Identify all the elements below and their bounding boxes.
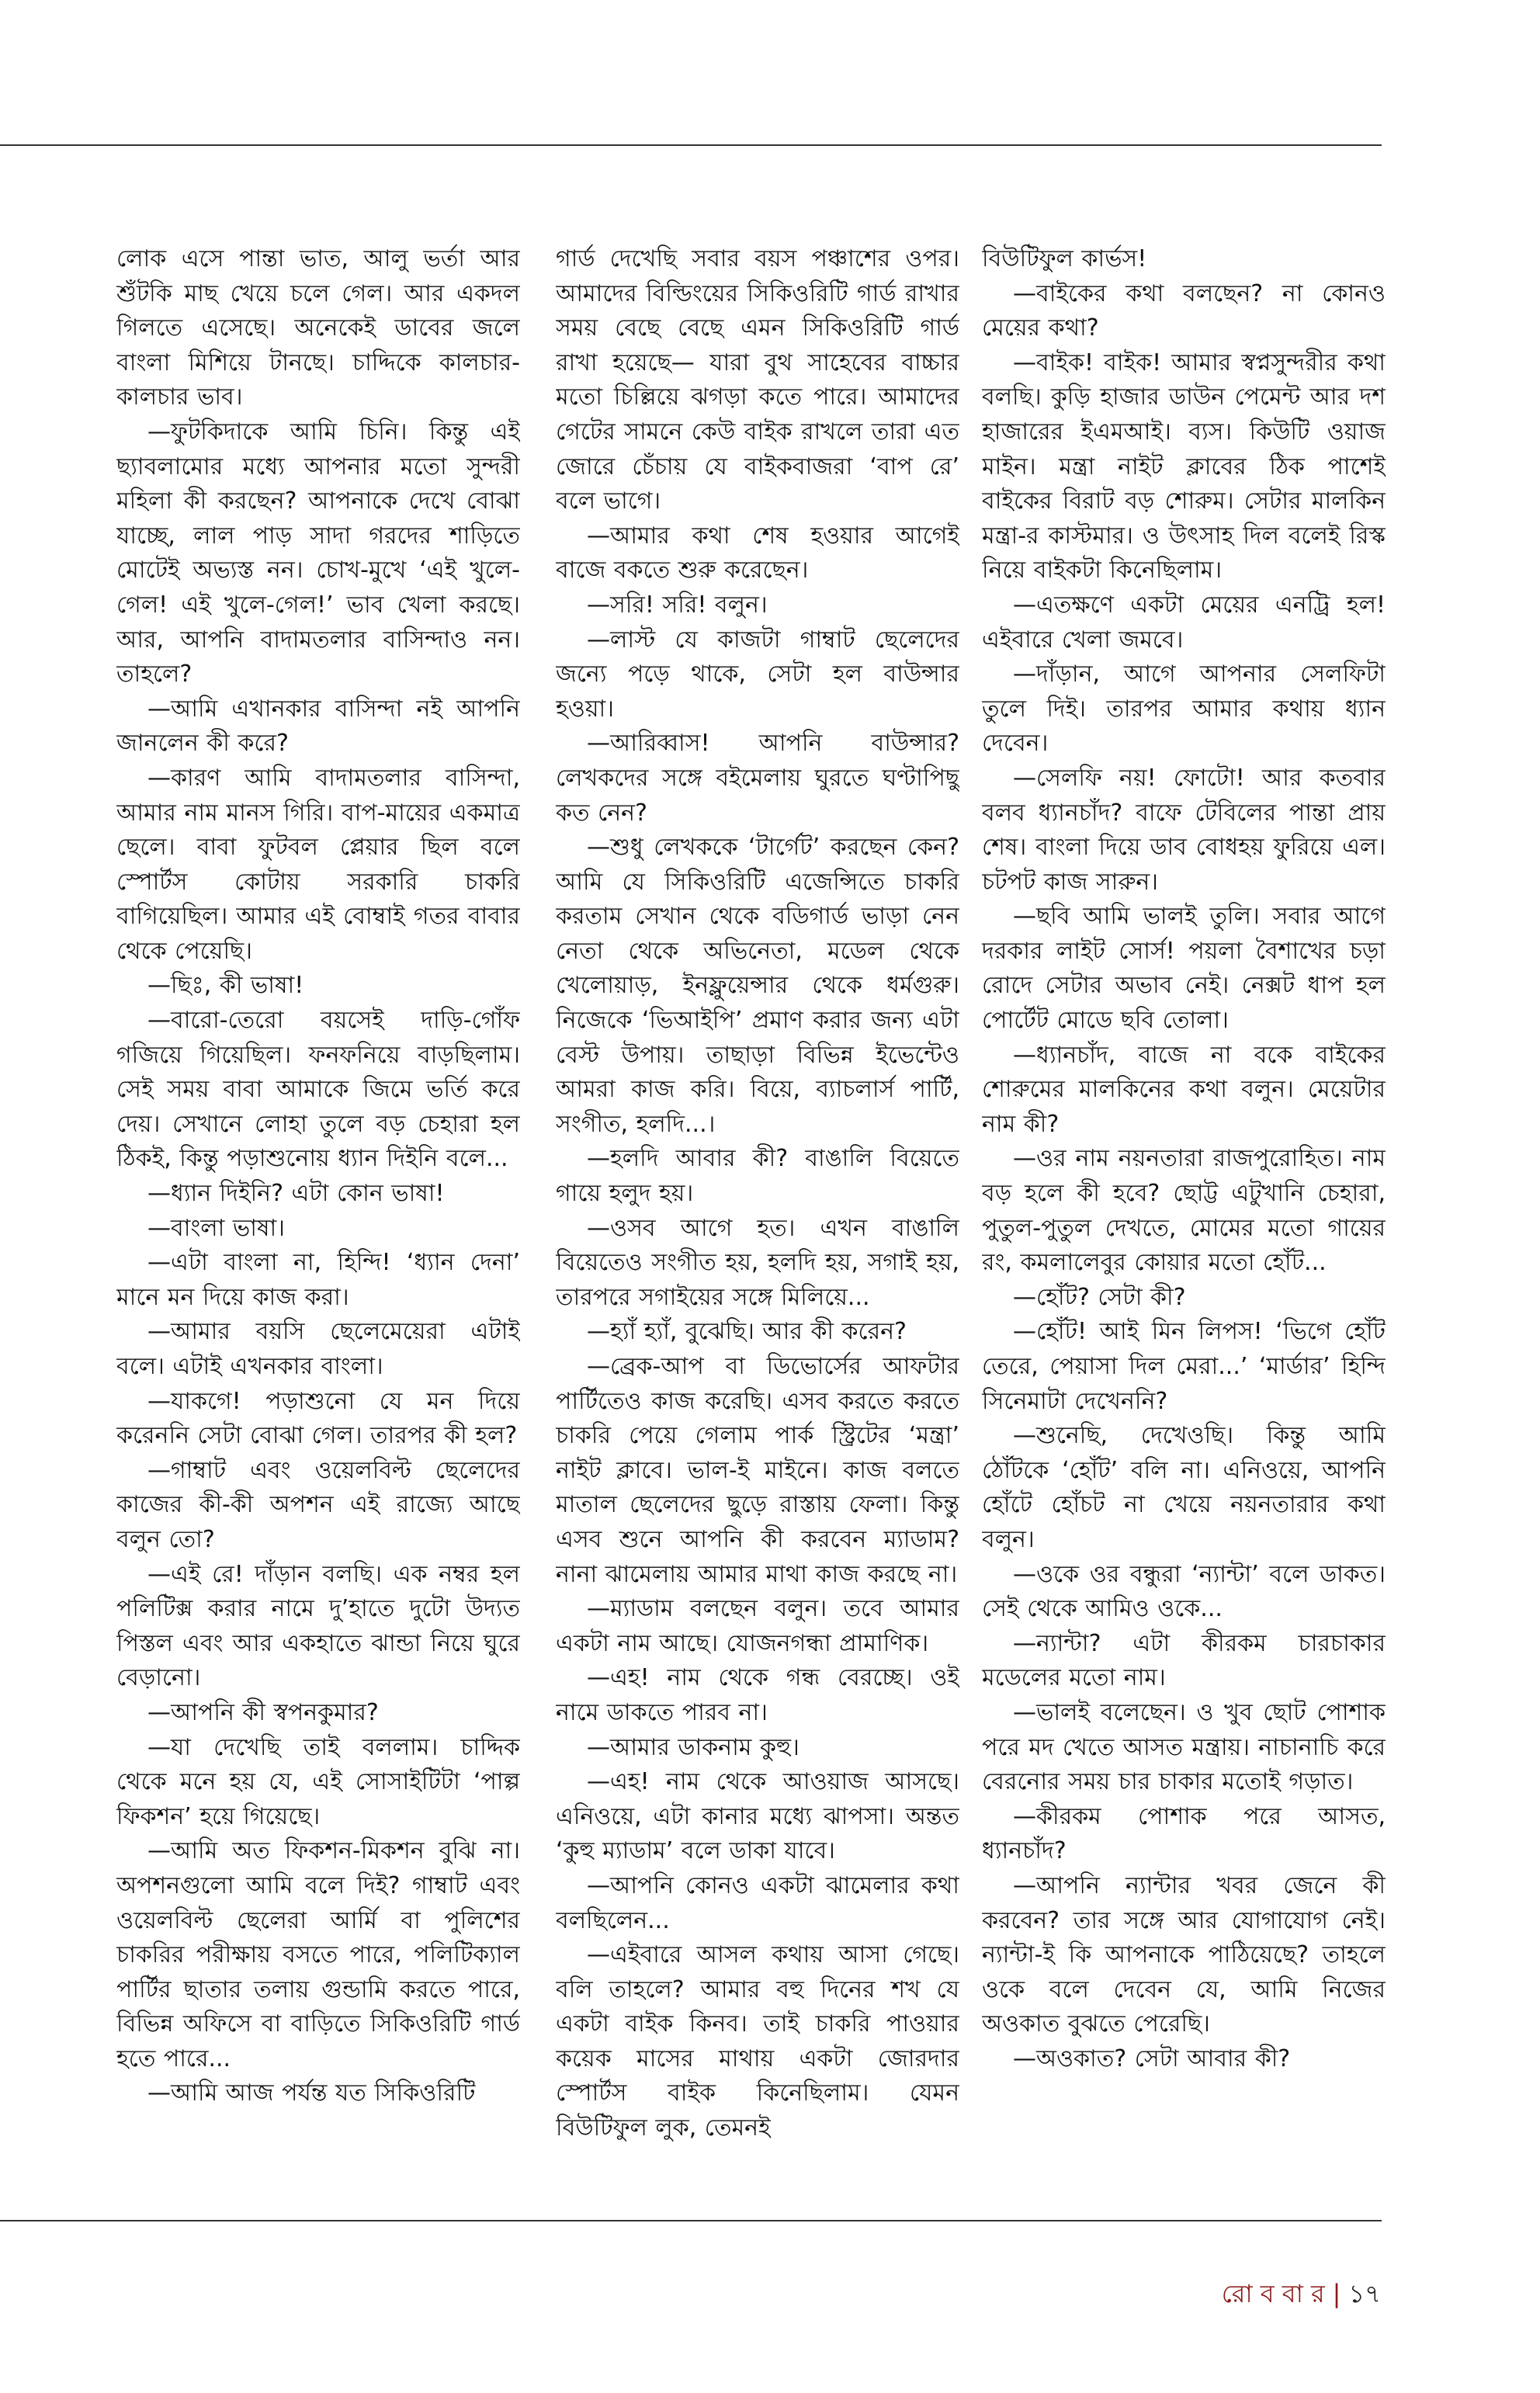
column-3: [982, 242, 1386, 2183]
paragraph: বিউটিফুল কার্ভস!: [982, 245, 1147, 272]
paragraph: —ওকে ওর বন্ধুরা ‘ন্যান্টা’ বলে ডাকত। সেই থেকে আমিও ওকে...: [982, 1560, 1386, 1623]
page-number: ১৭: [1348, 2279, 1381, 2308]
paragraph: লোক এসে পান্তা ভাত, আলু ভর্তা আর শুঁটকি মাছ খেয়ে চলে গেল। আর একদল গিলতে এসেছে। অনেকেই ডাবের জলে বাংলা মিশিয়ে টানছে। চাদ্দিকে কালচার-কালচার ভাব।: [116, 245, 520, 411]
paragraph: —আপনি কী স্বপনকুমার?: [147, 1698, 379, 1726]
paragraph: —আমার ডাকনাম কুহু।: [587, 1733, 799, 1761]
paragraph: —ধ্যান দিইনি? এটা কোন ভাষা!: [147, 1180, 445, 1208]
paragraph: —আমার কথা শেষ হওয়ার আগেই বাজে বকতে শুরু করেছেন।: [556, 522, 959, 584]
paragraph: —আমি আজ পর্যন্ত যত সিকিওরিটি: [147, 2079, 476, 2107]
paragraph: —ওসব আগে হত। এখন বাঙালি বিয়েতেও সংগীত হয়, হলদি হয়, সগাই হয়, তারপরে সগাইয়ের সঙ্গে মিলিয়ে...: [556, 1214, 959, 1311]
paragraph: —ভালই বলেছেন। ও খুব ছোট পোশাক পরে মদ খেতে আসত মন্ত্রায়। নাচানাচি করে বেরনোর সময় চার চাকার মতোই গড়াত।: [982, 1698, 1386, 1796]
column-2: [556, 242, 959, 2183]
paragraph: —হোঁট? সেটা কী?: [1013, 1283, 1186, 1311]
paragraph: —সরি! সরি! বলুন।: [587, 591, 768, 619]
column-1: [116, 242, 520, 2183]
header-rule: [0, 144, 1382, 146]
paragraph: —ছিঃ, কী ভাষা!: [147, 972, 304, 1000]
paragraph: —এহ! নাম থেকে আওয়াজ আসছে। এনিওয়ে, এটা কানার মধ্যে ঝাপসা। অন্তত ‘কুহু ম্যাডাম’ বলে ডাকা যাবে।: [556, 1768, 959, 1865]
paragraph: —আপনি ন্যান্টার খবর জেনে কী করবেন? তার সঙ্গে আর যোগাযোগ নেই। ন্যান্টা-ই কি আপনাকে পাঠিয়েছে? তাহলে ওকে বলে দেবেন যে, আমি নিজের অওকাত বুঝতে পেরেছি।: [982, 1871, 1386, 2038]
paragraph: —বাইক! বাইক! আমার স্বপ্নসুন্দরীর কথা বলছি। কুড়ি হাজার ডাউন পেমেন্ট আর দশ হাজারের ইএমআই। ব্যস। কিউটি ওয়াজ মাইন। মন্ত্রা নাইট ক্লাবের ঠিক পাশেই বাইকের বিরাট বড় শোরুম। সেটার মালকিন মন্ত্রা-র কাস্টমার। ও উৎসাহ দিল বলেই রিস্ক নিয়ে বাইকটা কিনেছিলাম।: [982, 349, 1386, 584]
paragraph: —বাংলা ভাষা।: [147, 1214, 285, 1242]
paragraph: —কীরকম পোশাক পরে আসত, ধ্যানচাঁদ?: [982, 1802, 1386, 1865]
footer-rule: [0, 2220, 1382, 2221]
paragraph: —আমি অত ফিকশন-মিকশন বুঝি না। অপশনগুলো আমি বলে দিই? গাম্বাট এবং ওয়েলবিল্ট ছেলেরা আর্মি বা পুলিশের চাকরির পরীক্ষায় বসতে পারে, পলিটিক্যাল পার্টির ছাতার তলায় গুন্ডামি করতে পারে, বিভিন্ন অফিসে বা বাড়িতে সিকিওরিটি গার্ড হতে পারে...: [116, 1837, 520, 2072]
paragraph: —ধ্যানচাঁদ, বাজে না বকে বাইকের শোরুমের মালকিনের কথা বলুন। মেয়েটার নাম কী?: [982, 1041, 1386, 1138]
paragraph: —আমার বয়সি ছেলেমেয়েরা এটাই বলে। এটাই এখনকার বাংলা।: [116, 1318, 520, 1380]
paragraph: —ব্রেক-আপ বা ডিভোর্সের আফটার পার্টিতেও কাজ করেছি। এসব করতে করতে চাকরি পেয়ে গেলাম পার্ক স্ট্রিটের ‘মন্ত্রা’ নাইট ক্লাবে। ভাল-ই মাইনে। কাজ বলতে মাতাল ছেলেদের ছুড়ে রাস্তায় ফেলা। কিন্তু এসব শুনে আপনি কী করবেন ম্যাডাম? নানা ঝামেলায় আমার মাথা কাজ করছে না।: [556, 1353, 959, 1588]
paragraph: —ফুটকিদাকে আমি চিনি। কিন্তু এই ছ্যাবলামোর মধ্যে আপনার মতো সুন্দরী মহিলা কী করছেন? আপনাকে দেখে বোঝা যাচ্ছে, লাল পাড় সাদা গরদের শাড়িতে মোটেই অভ্যস্ত নন। চোখ-মুখে ‘এই খুলে-গেল! এই খুলে-গেল!’ ভাব খেলা করছে। আর, আপনি বাদামতলার বাসিন্দাও নন। তাহলে?: [116, 418, 520, 688]
paragraph: —অওকাত? সেটা আবার কী?: [1013, 2044, 1291, 2072]
paragraph: —বারো-তেরো বয়সেই দাড়ি-গোঁফ গজিয়ে গিয়েছিল। ফনফনিয়ে বাড়ছিলাম। সেই সময় বাবা আমাকে জিমে ভর্তি করে দেয়। সেখানে লোহা তুলে বড় চেহারা হল ঠিকই, কিন্তু পড়াশুনোয় ধ্যান দিইনি বলে...: [116, 1007, 520, 1173]
paragraph: —হ্যাঁ হ্যাঁ, বুঝেছি। আর কী করেন?: [587, 1318, 907, 1346]
page-footer: [1222, 2274, 1381, 2316]
paragraph: —যা দেখেছি তাই বললাম। চাদ্দিক থেকে মনে হয় যে, এই সোসাইটিটা ‘পাল্প ফিকশন’ হয়ে গিয়েছে।: [116, 1733, 520, 1830]
paragraph: —ওর নাম নয়নতারা রাজপুরোহিত। নাম বড় হলে কী হবে? ছোট্ট এটুখানি চেহারা, পুতুল-পুতুল দেখতে, মোমের মতো গায়ের রং, কমলালেবুর কোয়ার মতো হোঁট...: [982, 1145, 1386, 1277]
paragraph: —এই রে! দাঁড়ান বলছি। এক নম্বর হল পলিটিক্স করার নামে দু’হাতে দুটো উদ্যত পিস্তল এবং আর একহাতে ঝান্ডা নিয়ে ঘুরে বেড়ানো।: [116, 1560, 520, 1692]
paragraph: —এতক্ষণে একটা মেয়ের এনট্রি হল! এইবারে খেলা জমবে।: [982, 591, 1386, 654]
paragraph: —হোঁট! আই মিন লিপস! ‘ভিগে হোঁট তেরে, পেয়াসা দিল মেরা...’ ‘মার্ডার’ হিন্দি সিনেমাটা দেখেননি?: [982, 1318, 1386, 1415]
paragraph: —হলদি আবার কী? বাঙালি বিয়েতে গায়ে হলুদ হয়।: [556, 1145, 959, 1208]
footer-separator: |: [1332, 2279, 1341, 2308]
paragraph: —এইবারে আসল কথায় আসা গেছে। বলি তাহলে? আমার বহু দিনের শখ যে একটা বাইক কিনব। তাই চাকরি পাওয়ার কয়েক মাসের মাথায় একটা জোরদার স্পোর্টস বাইক কিনেছিলাম। যেমন বিউটিফুল লুক, তেমনই: [556, 1941, 959, 2142]
magazine-name: রো ব বা র: [1221, 2279, 1325, 2308]
paragraph: —ন্যান্টা? এটা কীরকম চারচাকার মডেলের মতো নাম।: [982, 1629, 1386, 1692]
paragraph: —ম্যাডাম বলছেন বলুন। তবে আমার একটা নাম আছে। যোজনগন্ধা প্রামাণিক।: [556, 1595, 959, 1657]
paragraph: —সেলফি নয়! ফোটো! আর কতবার বলব ধ্যানচাঁদ? বাফে টেবিলের পান্তা প্রায় শেষ। বাংলা দিয়ে ডাব বোধহয় ফুরিয়ে এল। চটপট কাজ সারুন।: [982, 764, 1386, 896]
paragraph: —এহ! নাম থেকে গন্ধ বেরচ্ছে। ওই নামে ডাকতে পারব না।: [556, 1664, 959, 1726]
paragraph: —বাইকের কথা বলছেন? না কোনও মেয়ের কথা?: [982, 279, 1386, 342]
paragraph: গার্ড দেখেছি সবার বয়স পঞ্চাশের ওপর। আমাদের বিল্ডিংয়ের সিকিওরিটি গার্ড রাখার সময় বেছে বেছে এমন সিকিওরিটি গার্ড রাখা হয়েছে— যারা বুথ সাহেবের বাচ্চার মতো চিল্লিয়ে ঝগড়া কতে পারে। আমাদের গেটের সামনে কেউ বাইক রাখলে তারা এত জোরে চেঁচায় যে বাইকবাজরা ‘বাপ রে’ বলে ভাগে।: [556, 245, 959, 515]
paragraph: —আমি এখানকার বাসিন্দা নই আপনি জানলেন কী করে?: [116, 695, 520, 758]
paragraph: —গাম্বাট এবং ওয়েলবিল্ট ছেলেদের কাজের কী-কী অপশন এই রাজ্যে আছে বলুন তো?: [116, 1456, 520, 1553]
paragraph: —লাস্ট যে কাজটা গাম্বাট ছেলেদের জন্যে পড়ে থাকে, সেটা হল বাউন্সার হওয়া।: [556, 626, 959, 723]
paragraph: —দাঁড়ান, আগে আপনার সেলফিটা তুলে দিই। তারপর আমার কথায় ধ্যান দেবেন।: [982, 661, 1386, 758]
paragraph: —শুধু লেখককে ‘টার্গেট’ করছেন কেন? আমি যে সিকিওরিটি এজেন্সিতে চাকরি করতাম সেখান থেকে বডিগার্ড ভাড়া নেন নেতা থেকে অভিনেতা, মডেল থেকে খেলোয়াড়, ইনফ্লুয়েন্সার থেকে ধর্মগুরু। নিজেকে ‘ভিআইপি’ প্রমাণ করার জন্য এটা বেস্ট উপায়। তাছাড়া বিভিন্ন ইভেন্টেও আমরা কাজ করি। বিয়ে, ব্যাচলার্স পার্টি, সংগীত, হলদি...।: [556, 834, 959, 1138]
paragraph: —আপনি কোনও একটা ঝামেলার কথা বলছিলেন...: [556, 1871, 959, 1934]
paragraph: —এটা বাংলা না, হিন্দি! ‘ধ্যান দেনা’ মানে মন দিয়ে কাজ করা।: [116, 1249, 520, 1311]
paragraph: —শুনেছি, দেখেওছি। কিন্তু আমি ঠোঁটকে ‘হোঁট’ বলি না। এনিওয়ে, আপনি হোঁটে হোঁচট না খেয়ে নয়নতারার কথা বলুন।: [982, 1422, 1386, 1553]
paragraph: —কারণ আমি বাদামতলার বাসিন্দা, আমার নাম মানস গিরি। বাপ-মায়ের একমাত্র ছেলে। বাবা ফুটবল প্লেয়ার ছিল বলে স্পোর্টস কোটায় সরকারি চাকরি বাগিয়েছিল। আমার এই বোম্বাই গতর বাবার থেকে পেয়েছি।: [116, 764, 520, 965]
paragraph: —যাকগে! পড়াশুনো যে মন দিয়ে করেননি সেটা বোঝা গেল। তারপর কী হল?: [116, 1387, 520, 1450]
paragraph: —ছবি আমি ভালই তুলি। সবার আগে দরকার লাইট সোর্স! পয়লা বৈশাখের চড়া রোদে সেটার অভাব নেই। নেক্সট ধাপ হল পোর্টেট মোডে ছবি তোলা।: [982, 903, 1386, 1035]
paragraph: —আরিব্বাস! আপনি বাউন্সার? লেখকদের সঙ্গে বইমেলায় ঘুরতে ঘণ্টাপিছু কত নেন?: [556, 730, 959, 827]
